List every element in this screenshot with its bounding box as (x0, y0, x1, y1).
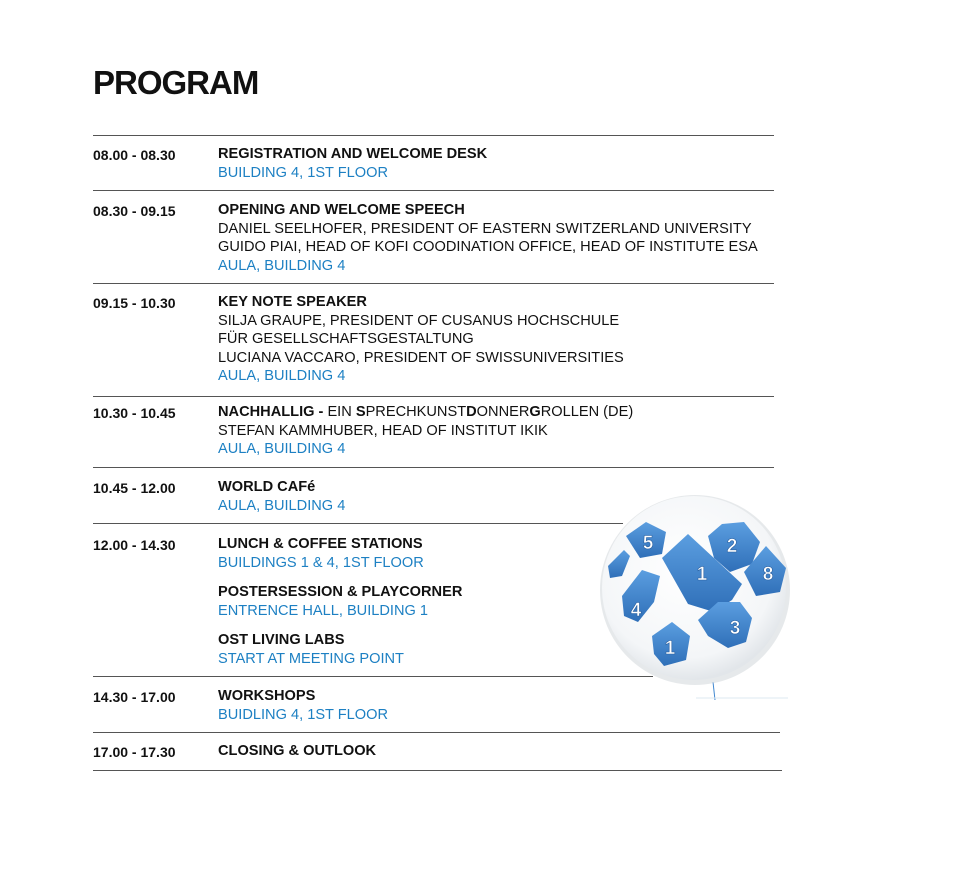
session-time: 17.00 - 17.30 (93, 744, 176, 760)
title-part: EIN (327, 404, 356, 420)
divider (93, 732, 780, 733)
divider (93, 676, 653, 677)
title-part: ROLLEN (DE) (540, 404, 634, 420)
divider (93, 396, 774, 397)
title-part: PRECHKUNST (365, 404, 467, 420)
divider (93, 135, 774, 136)
session-title: KEY NOTE SPEAKER (218, 294, 367, 310)
building-number: 3 (729, 618, 741, 639)
session-location: BUILDINGS 1 & 4, 1ST FLOOR (218, 554, 424, 571)
session-entry (218, 631, 404, 668)
session-title: OST LIVING LABS (218, 632, 345, 648)
session-location: AULA, BUILDING 4 (218, 497, 346, 514)
session-location: BUILDING 4, 1ST FLOOR (218, 164, 389, 181)
session-title: LUNCH & COFFEE STATIONS (218, 536, 423, 552)
speaker-line: SILJA GRAUPE, PRESIDENT OF CUSANUS HOCHSCHULE (218, 312, 620, 329)
speaker-line: STEFAN KAMMHUBER, HEAD OF INSTITUT IKIK (218, 422, 548, 439)
session-entry (218, 478, 345, 515)
session-time: 14.30 - 17.00 (93, 689, 176, 705)
session-entry (218, 145, 487, 182)
session-time: 10.30 - 10.45 (93, 405, 176, 421)
session-location: AULA, BUILDING 4 (218, 368, 346, 384)
speaker-line: DANIEL SEELHOFER, PRESIDENT OF EASTERN SWITZERLAND UNIVERSITY (218, 220, 752, 237)
title-part: G (529, 404, 541, 420)
divider (93, 523, 623, 524)
divider (93, 283, 774, 284)
page-title: PROGRAM (93, 64, 259, 101)
divider (93, 190, 774, 191)
session-entry (218, 403, 633, 459)
divider (93, 467, 774, 468)
session-location: AULA, BUILDING 4 (218, 257, 346, 274)
session-time: 09.15 - 10.30 (93, 295, 176, 311)
title-part: D (466, 404, 477, 420)
speaker-line: LUCIANA VACCARO, PRESIDENT OF SWISSUNIVERSITIES (218, 349, 624, 366)
session-location: AULA, BUILDING 4 (218, 441, 346, 457)
session-title: WORKSHOPS (218, 688, 316, 704)
session-title: CLOSING & OUTLOOK (218, 743, 377, 759)
campus-map-icon (596, 492, 796, 702)
title-part: NACHHALLIG - (218, 404, 328, 420)
session-location: ENTRENCE HALL, BUILDING 1 (218, 602, 429, 619)
building-number: 1 (664, 638, 676, 659)
session-entry (218, 201, 758, 275)
session-title: WORLD CAFé (218, 479, 316, 495)
session-time: 08.30 - 09.15 (93, 203, 176, 219)
session-title (218, 403, 633, 422)
session-entry (218, 293, 624, 386)
session-entry (218, 742, 376, 761)
building-number: 2 (726, 536, 738, 557)
session-location: START AT MEETING POINT (218, 650, 404, 667)
title-part: ONNER (476, 404, 530, 420)
session-title: OPENING AND WELCOME SPEECH (218, 202, 465, 218)
building-number: 5 (642, 533, 654, 554)
session-time: 12.00 - 14.30 (93, 537, 176, 553)
session-entry (218, 687, 388, 724)
session-entry (218, 535, 424, 572)
speaker-line: GUIDO PIAI, HEAD OF KOFI COODINATION OFFICE, HEAD OF INSTITUTE ESA (218, 239, 758, 255)
session-entry (218, 583, 462, 620)
session-location: BUIDLING 4, 1ST FLOOR (218, 706, 389, 723)
building-number: 1 (696, 564, 708, 585)
divider (93, 770, 782, 771)
title-part: S (355, 404, 366, 420)
session-title: REGISTRATION AND WELCOME DESK (218, 146, 488, 162)
session-title: POSTERSESSION & PLAYCORNER (218, 584, 463, 600)
building-number: 8 (762, 564, 774, 585)
session-time: 08.00 - 08.30 (93, 147, 176, 163)
session-time: 10.45 - 12.00 (93, 480, 176, 496)
building-number: 4 (630, 600, 642, 621)
speaker-line: FÜR GESELLSCHAFTSGESTALTUNG (218, 331, 474, 347)
